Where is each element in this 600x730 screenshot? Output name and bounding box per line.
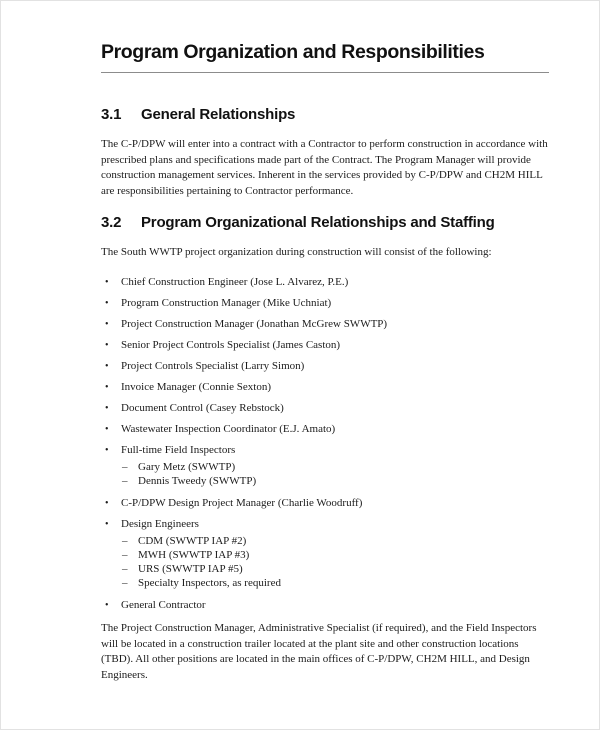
sub-list-item	[121, 535, 549, 549]
list-item	[101, 423, 549, 437]
sub-list-item	[121, 475, 549, 489]
dash-icon: –	[122, 563, 128, 575]
section-3-1-title: General Relationships	[141, 106, 296, 123]
section-3-1-paragraph: The C-P/DPW will enter into a contract with a Contractor to perform construction in accordance with prescribed plans and specifications made part of the Contract. The Program Manager will provide construction management services. Inherent in the services provided by C-P/DPW and CH2M HILL are responsibilities pertaining to Contractor performance.	[101, 138, 548, 197]
list-item	[101, 518, 549, 592]
section-3-2-intro: The South WWTP project organization during construction will consist of the following:	[101, 246, 492, 258]
list-item	[101, 381, 549, 395]
staff-item-label: Invoice Manager (Connie Sexton)	[121, 380, 271, 393]
bullet-icon: •	[105, 339, 109, 351]
staff-item-label: Project Controls Specialist (Larry Simon)	[121, 359, 305, 372]
list-item	[101, 599, 549, 613]
dash-icon: –	[122, 577, 128, 589]
sub-list-item	[121, 577, 549, 591]
staff-item-label: Program Construction Manager (Mike Uchniat)	[121, 296, 332, 309]
bullet-icon: •	[105, 497, 109, 509]
section-3-1	[101, 106, 549, 199]
staff-item-label: Full-time Field Inspectors	[121, 443, 236, 456]
section-3-2-title: Program Organizational Relationships and Staffing	[141, 214, 495, 231]
staff-list	[101, 276, 549, 613]
list-item	[101, 497, 549, 511]
list-item	[101, 318, 549, 332]
bullet-icon: •	[105, 318, 109, 330]
staff-item-label: Document Control (Casey Rebstock)	[121, 401, 284, 414]
document-content	[101, 41, 549, 683]
sub-item-label: MWH (SWWTP IAP #3)	[138, 549, 250, 561]
section-3-2	[101, 214, 549, 683]
sub-list-item	[121, 549, 549, 563]
list-item	[101, 339, 549, 353]
dash-icon: –	[122, 475, 128, 487]
section-3-2-number: 3.2	[101, 214, 122, 231]
section-3-2-closing-paragraph: The Project Construction Manager, Administrative Specialist (if required), and the Field Inspectors will be located in a construction trailer located at the plant site and other construction locations (TBD). All other positions are located in the main offices of C-P/DPW, CH2M HILL, and Design Engineers.	[101, 622, 537, 681]
bullet-icon: •	[105, 402, 109, 414]
sub-list	[121, 461, 549, 489]
bullet-icon: •	[105, 360, 109, 372]
dash-icon: –	[122, 461, 128, 473]
section-3-1-heading	[101, 106, 549, 123]
sub-list	[121, 535, 549, 591]
staff-item-label: General Contractor	[121, 598, 206, 611]
sub-item-label: URS (SWWTP IAP #5)	[138, 563, 243, 575]
list-item	[101, 297, 549, 311]
bullet-icon: •	[105, 599, 109, 611]
section-3-1-number: 3.1	[101, 106, 122, 123]
sub-list-item	[121, 563, 549, 577]
list-item	[101, 444, 549, 490]
list-item	[101, 402, 549, 416]
bullet-icon: •	[105, 444, 109, 456]
bullet-icon: •	[105, 423, 109, 435]
list-item	[101, 276, 549, 290]
staff-item-label: C-P/DPW Design Project Manager (Charlie Woodruff)	[121, 496, 363, 509]
staff-item-label: Wastewater Inspection Coordinator (E.J. Amato)	[121, 422, 336, 435]
sub-item-label: Dennis Tweedy (SWWTP)	[138, 475, 257, 487]
staff-item-label: Senior Project Controls Specialist (James Caston)	[121, 338, 341, 351]
bullet-icon: •	[105, 518, 109, 530]
sub-item-label: CDM (SWWTP IAP #2)	[138, 535, 247, 547]
list-item	[101, 360, 549, 374]
page-title: Program Organization and Responsibilities	[101, 41, 549, 73]
dash-icon: –	[122, 549, 128, 561]
dash-icon: –	[122, 535, 128, 547]
staff-item-label: Chief Construction Engineer (Jose L. Alvarez, P.E.)	[121, 275, 349, 288]
staff-item-label: Design Engineers	[121, 517, 199, 530]
sub-item-label: Specialty Inspectors, as required	[138, 577, 281, 589]
staff-item-label: Project Construction Manager (Jonathan McGrew SWWTP)	[121, 317, 388, 330]
sub-list-item	[121, 461, 549, 475]
sub-item-label: Gary Metz (SWWTP)	[138, 461, 236, 473]
bullet-icon: •	[105, 276, 109, 288]
bullet-icon: •	[105, 297, 109, 309]
section-3-2-heading	[101, 214, 549, 231]
bullet-icon: •	[105, 381, 109, 393]
